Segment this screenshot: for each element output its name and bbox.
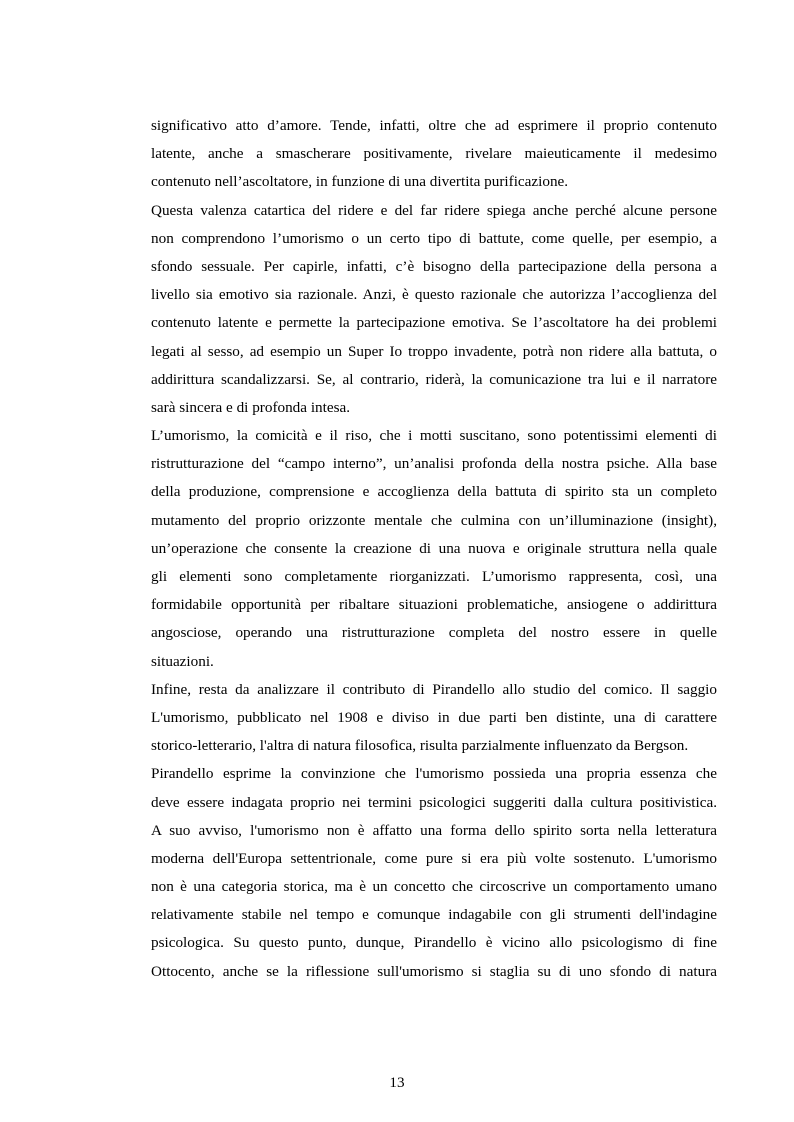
text-line: gli elementi sono completamente riorganizzati. L’umorismo rappresenta, così, una [151,568,717,585]
text-line: moderna dell'Europa settentrionale, come pure si era più volte sostenuto. L'umorismo [151,849,717,867]
text-line: angosciose, operando una ristrutturazione completa del nostro essere in quelle [151,624,717,642]
text-line: latente, anche a smascherare positivamente, rivelare maieuticamente il medesimo [151,145,717,163]
text-line: della produzione, comprensione e accoglienza della battuta di spirito sta un completo [151,483,717,501]
paragraph [151,422,717,676]
text-line: L'umorismo, pubblicato nel 1908 e diviso in due parti ben distinte, una di carattere [151,708,717,726]
text-line: deve essere indagata proprio nei termini psicologici suggeriti dalla cultura positivistica. [151,793,717,811]
text-line: Ottocento, anche se la riflessione sull'umorismo si staglia su di uno sfondo di natura [151,962,717,980]
text-line: Questa valenza catartica del ridere e del far ridere spiega anche perché alcune persone [151,201,717,219]
paragraph [151,197,717,423]
text-line: psicologica. Su questo punto, dunque, Pirandello è vicino allo psicologismo di fine [151,934,717,952]
text-line: situazioni. [151,652,214,670]
text-line: Infine, resta da analizzare il contributo di Pirandello allo studio del comico. Il saggio [151,680,717,698]
text-line: un’operazione che consente la creazione di una nuova e originale struttura nella quale [151,539,717,557]
text-line: livello sia emotivo sia razionale. Anzi, è questo razionale che autorizza l’accoglienza del [151,286,717,304]
paragraph [151,760,717,986]
body-text [151,112,717,986]
text-line: non è una categoria storica, ma è un concetto che circoscrive un comportamento umano [151,878,717,896]
text-line: contenuto latente e permette la partecipazione emotiva. Se l’ascoltatore ha dei problemi [151,314,717,332]
text-line: L’umorismo, la comicità e il riso, che i motti suscitano, sono potentissimi elementi di [151,427,717,445]
text-line: sarà sincera e di profonda intesa. [151,398,351,416]
text-line: mutamento del proprio orizzonte mentale che culmina con un’illuminazione (insight), [151,511,717,529]
page-number: 13 [389,1074,405,1091]
text-line: formidabile opportunità per ribaltare situazioni problematiche, ansiogene o addirittura [151,596,717,614]
text-line: A suo avviso, l'umorismo non è affatto una forma dello spirito sorta nella letteratura [151,821,717,839]
text-line: addirittura scandalizzarsi. Se, al contrario, riderà, la comunicazione tra lui e il narratore [151,370,717,388]
text-line: ristrutturazione del “campo interno”, un’analisi profonda della nostra psiche. Alla base [151,455,717,473]
text-line: relativamente stabile nel tempo e comunque indagabile con gli strumenti dell'indagine [151,906,717,924]
paragraph [151,676,717,761]
text-line: storico-letterario, l'altra di natura filosofica, risulta parzialmente influenzato da Bergson. [151,737,689,755]
text-line: legati al sesso, ad esempio un Super Io troppo invadente, potrà non ridere alla battuta, o [151,342,717,360]
text-line: significativo atto d’amore. Tende, infatti, oltre che ad esprimere il proprio contenuto [151,117,717,134]
paragraph [151,112,717,197]
text-line: Pirandello esprime la convinzione che l'umorismo possieda una propria essenza che [151,765,717,783]
text-line: contenuto nell’ascoltatore, in funzione di una divertita purificazione. [151,173,569,191]
text-line: sfondo sessuale. Per capirle, infatti, c’è bisogno della partecipazione della persona a [151,257,717,275]
text-line: non comprendono l’umorismo o un certo tipo di battute, come quelle, per esempio, a [151,229,717,247]
